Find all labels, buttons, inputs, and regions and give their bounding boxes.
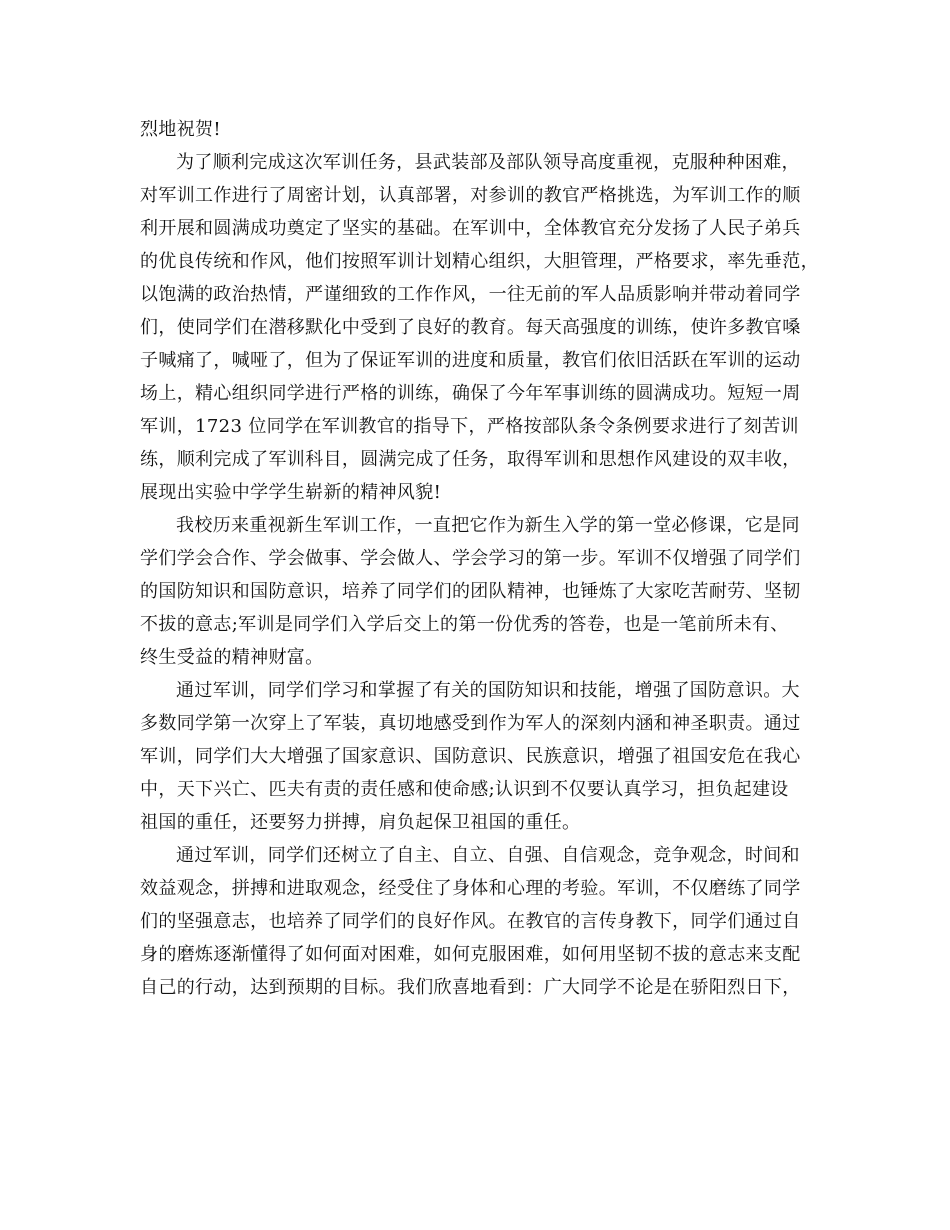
- text-line: 为了顺利完成这次军训任务，县武装部及部队领导高度重视，克服种种困难，: [176, 152, 800, 173]
- text-line: 的优良传统和作风，他们按照军训计划精心组织，大胆管理，严格要求，率先垂范，: [140, 251, 819, 272]
- text-line: 的国防知识和国防意识，培养了同学们的团队精神，也锤炼了大家吃苦耐劳、坚韧: [140, 581, 801, 602]
- text-line: 们的坚强意志，也培养了同学们的良好作风。在教官的言传身教下，同学们通过自: [140, 911, 801, 932]
- text-line: 烈地祝贺!: [140, 119, 221, 140]
- paragraph-5: [140, 839, 810, 1004]
- text-line: 们，使同学们在潜移默化中受到了良好的教育。每天高强度的训练，使许多教官嗓: [140, 317, 801, 338]
- text-line: 身的磨炼逐渐懂得了如何面对困难，如何克服困难，如何用坚韧不拔的意志来支配: [140, 944, 801, 965]
- paragraph-2: [140, 146, 819, 509]
- text-line: 练，顺利完成了军训科目，圆满完成了任务，取得军训和思想作风建设的双丰收，: [140, 449, 801, 470]
- document-body: [140, 113, 819, 1004]
- text-line: 对军训工作进行了周密计划，认真部署，对参训的教官严格挑选，为军训工作的顺: [140, 185, 801, 206]
- text-line: 多数同学第一次穿上了军装，真切地感受到作为军人的深刻内涵和神圣职责。通过: [140, 713, 801, 734]
- text-line: 效益观念，拼搏和进取观念，经受住了身体和心理的考验。军训，不仅磨练了同学: [140, 878, 801, 899]
- paragraph-1: [140, 113, 810, 146]
- text-line: 祖国的重任，还要努力拼搏，肩负起保卫祖国的重任。: [140, 812, 581, 833]
- text-line: 军训，1723 位同学在军训教官的指导下，严格按部队条令条例要求进行了刻苦训: [140, 416, 799, 437]
- text-line: 通过军训，同学们还树立了自主、自立、自强、自信观念，竞争观念，时间和: [176, 845, 800, 866]
- text-line: 我校历来重视新生军训工作，一直把它作为新生入学的第一堂必修课，它是同: [176, 515, 800, 536]
- text-line: 以饱满的政治热情，严谨细致的工作作风，一往无前的军人品质影响并带动着同学: [140, 284, 801, 305]
- text-line: 学们学会合作、学会做事、学会做人、学会学习的第一步。军训不仅增强了同学们: [140, 548, 801, 569]
- paragraph-3: [140, 509, 810, 674]
- text-line: 中，天下兴亡、匹夫有责的责任感和使命感;认识到不仅要认真学习，担负起建设: [140, 779, 789, 800]
- text-line: 终生受益的精神财富。: [140, 647, 324, 668]
- paragraph-4: [140, 674, 810, 839]
- text-line: 展现出实验中学学生崭新的精神风貌!: [140, 482, 442, 503]
- text-line: 自己的行动，达到预期的目标。我们欣喜地看到：广大同学不论是在骄阳烈日下，: [140, 977, 801, 998]
- text-line: 子喊痛了，喊哑了，但为了保证军训的进度和质量，教官们依旧活跃在军训的运动: [140, 350, 801, 371]
- text-line: 利开展和圆满成功奠定了坚实的基础。在军训中，全体教官充分发扬了人民子弟兵: [140, 218, 801, 239]
- text-line: 不拔的意志;军训是同学们入学后交上的第一份优秀的答卷，也是一笔前所未有、: [140, 614, 789, 635]
- text-line: 通过军训，同学们学习和掌握了有关的国防知识和技能，增强了国防意识。大: [176, 680, 800, 701]
- text-line: 军训，同学们大大增强了国家意识、国防意识、民族意识，增强了祖国安危在我心: [140, 746, 801, 767]
- text-line: 场上，精心组织同学进行严格的训练，确保了今年军事训练的圆满成功。短短一周: [140, 383, 801, 404]
